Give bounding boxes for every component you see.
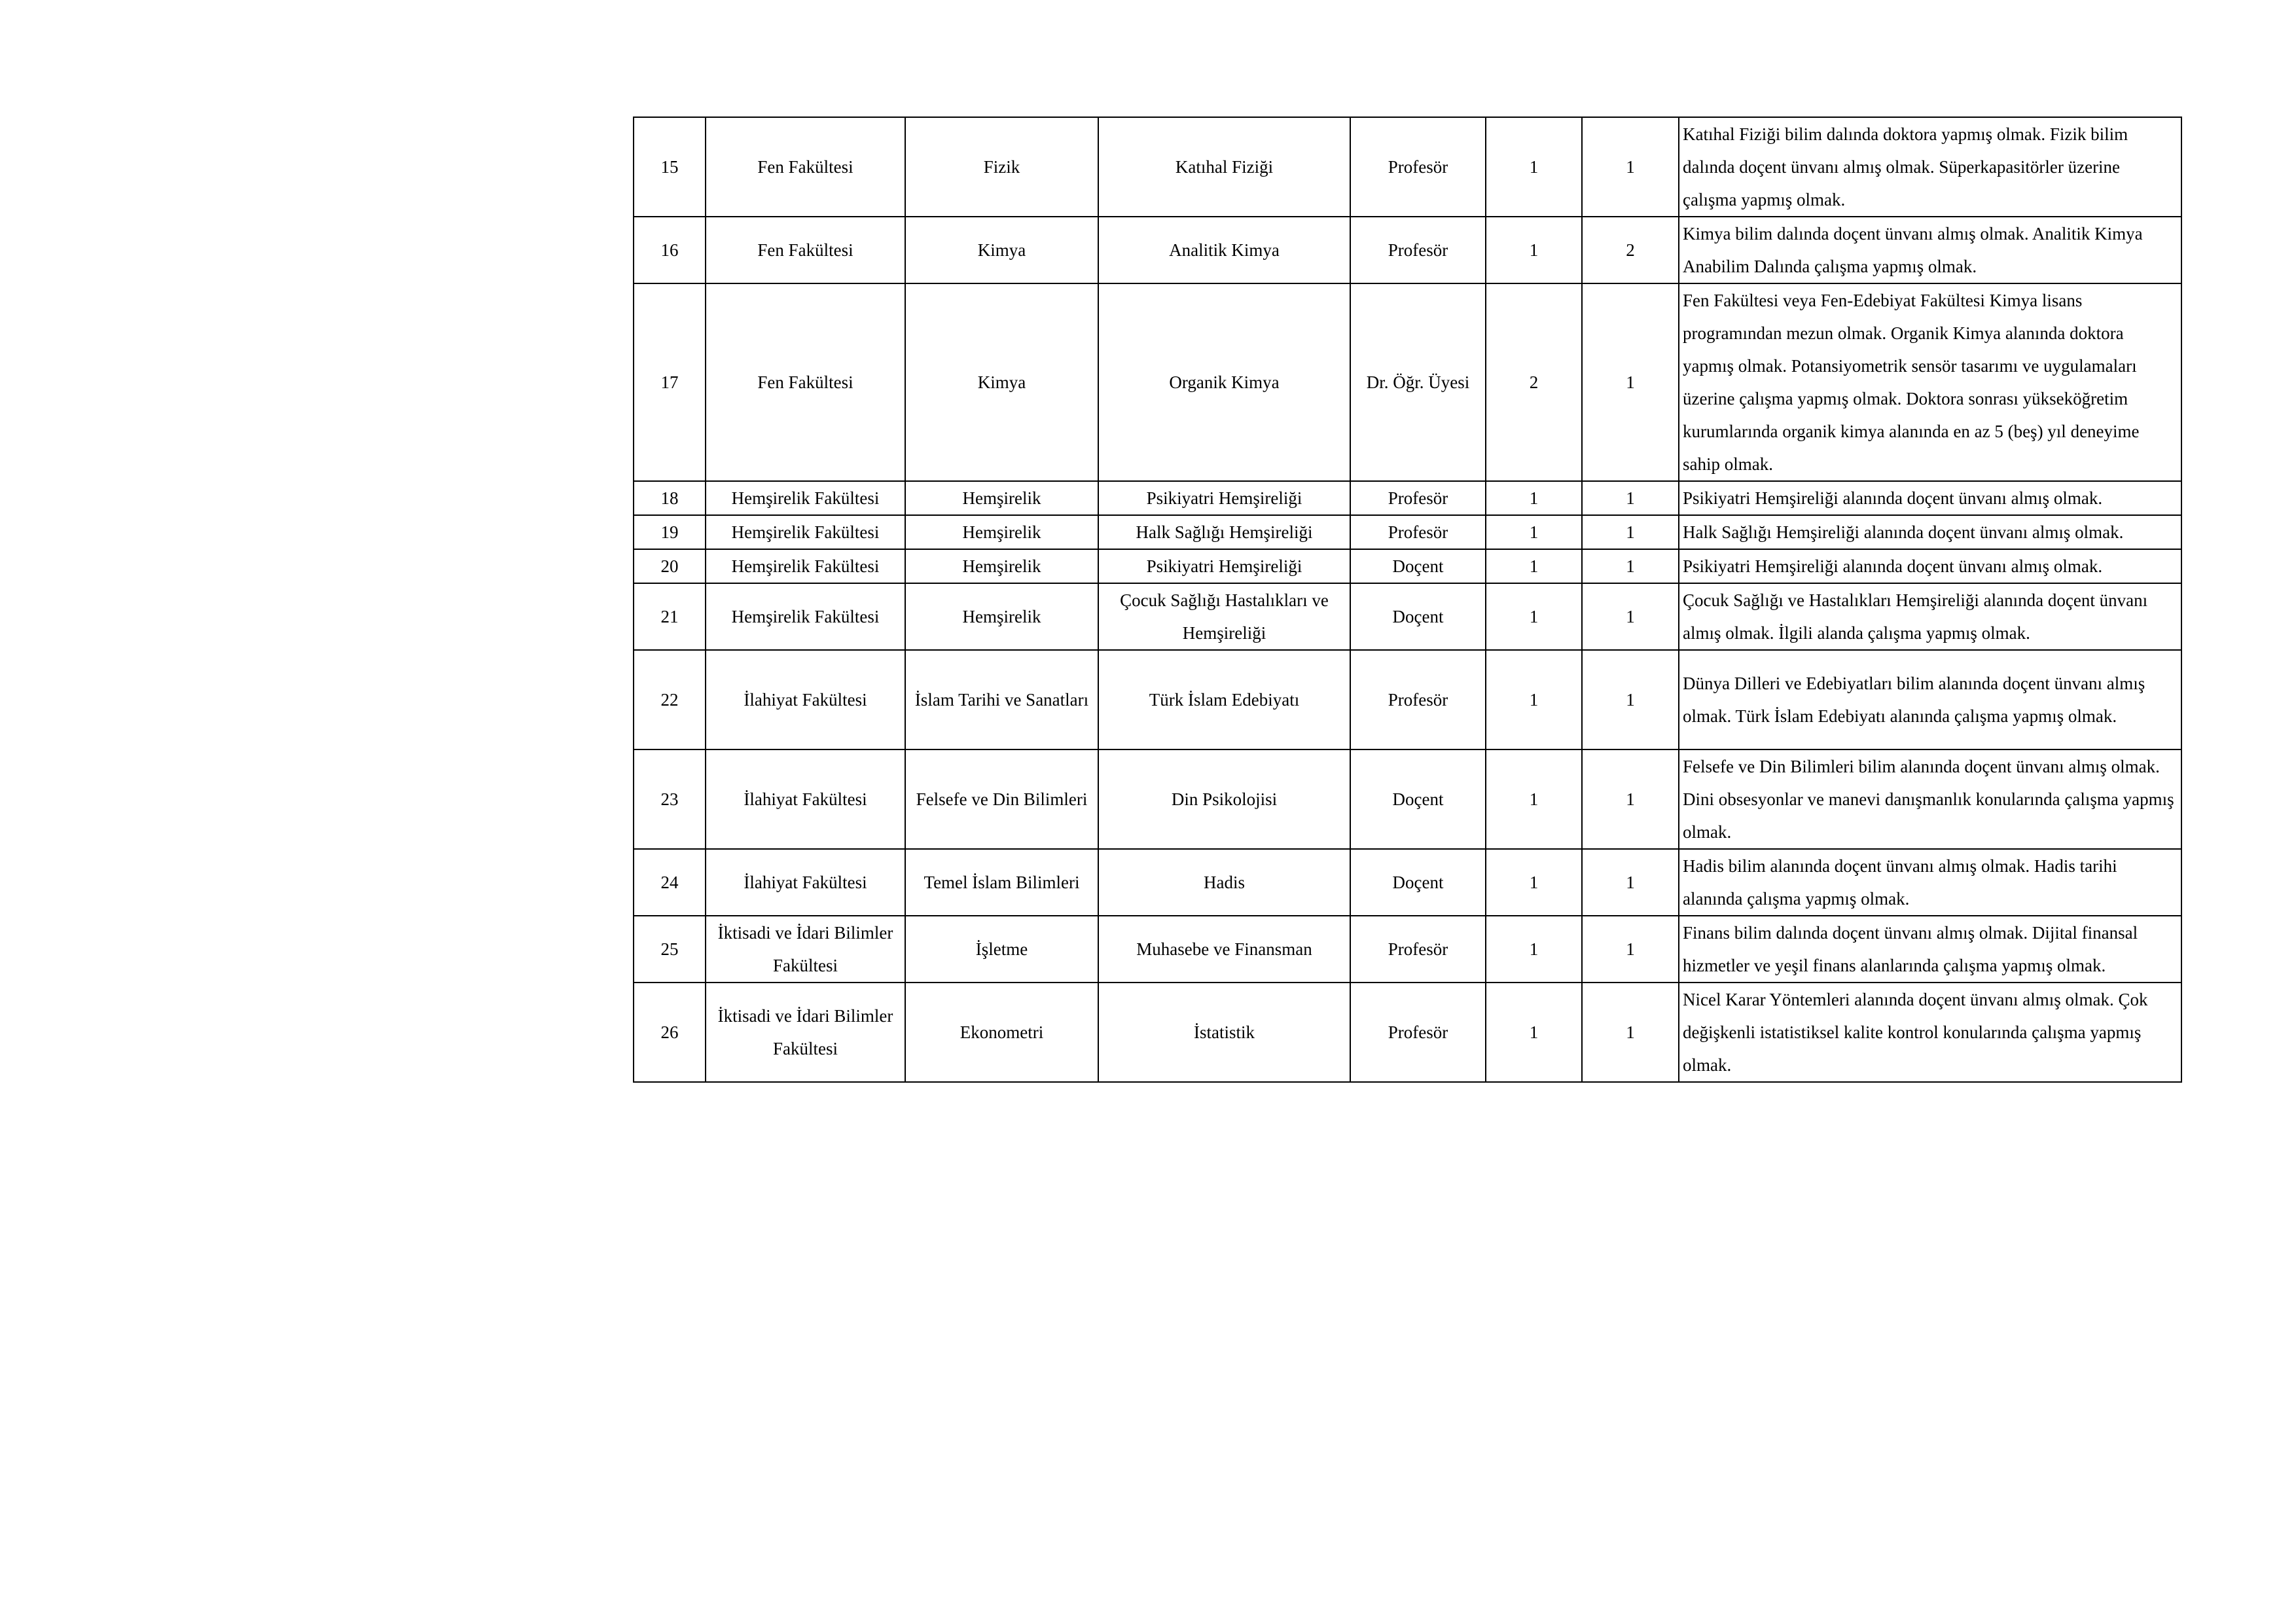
field-cell: Din Psikolojisi [1098, 749, 1350, 849]
row-number: 16 [634, 217, 706, 283]
requirements-cell: Katıhal Fiziği bilim dalında doktora yapmış olmak. Fizik bilim dalında doçent ünvanı almış olmak. Süperkapasitörler üzerine çalışma yapmış olmak. [1679, 117, 2181, 217]
title-cell: Profesör [1350, 650, 1486, 749]
field-cell: Organik Kimya [1098, 283, 1350, 481]
field-cell: Katıhal Fiziği [1098, 117, 1350, 217]
degree-cell: 1 [1486, 515, 1582, 549]
table-row [634, 749, 2181, 849]
faculty-cell: Hemşirelik Fakültesi [706, 583, 905, 650]
faculty-cell: Fen Fakültesi [706, 117, 905, 217]
title-cell: Doçent [1350, 549, 1486, 583]
field-cell: Türk İslam Edebiyatı [1098, 650, 1350, 749]
degree-cell: 1 [1486, 583, 1582, 650]
requirements-cell: Felsefe ve Din Bilimleri bilim alanında doçent ünvanı almış olmak. Dini obsesyonlar ve manevi danışmanlık konularında çalışma yapmış olmak. [1679, 749, 2181, 849]
row-number: 26 [634, 983, 706, 1082]
department-cell: Fizik [905, 117, 1098, 217]
department-cell: Hemşirelik [905, 549, 1098, 583]
requirements-cell: Fen Fakültesi veya Fen-Edebiyat Fakültesi Kimya lisans programından mezun olmak. Organik Kimya alanında doktora yapmış olmak. Potansiyometrik sensör tasarımı ve uygulamaları üzerine çalışma yapmış olmak. Doktora sonrası yükseköğretim kurumlarında organik kimya alanında en az 5 (beş) yıl deneyime sahip olmak. [1679, 283, 2181, 481]
count-cell: 1 [1582, 650, 1679, 749]
row-number: 15 [634, 117, 706, 217]
department-cell: Kimya [905, 217, 1098, 283]
title-cell: Dr. Öğr. Üyesi [1350, 283, 1486, 481]
row-number: 24 [634, 849, 706, 916]
title-cell: Doçent [1350, 749, 1486, 849]
requirements-cell: Finans bilim dalında doçent ünvanı almış olmak. Dijital finansal hizmetler ve yeşil finans alanlarında çalışma yapmış olmak. [1679, 916, 2181, 983]
faculty-cell: Fen Fakültesi [706, 217, 905, 283]
table-row [634, 583, 2181, 650]
field-cell: İstatistik [1098, 983, 1350, 1082]
title-cell: Doçent [1350, 849, 1486, 916]
row-number: 21 [634, 583, 706, 650]
title-cell: Profesör [1350, 916, 1486, 983]
faculty-cell: Fen Fakültesi [706, 283, 905, 481]
degree-cell: 1 [1486, 650, 1582, 749]
title-cell: Profesör [1350, 481, 1486, 515]
table-row [634, 849, 2181, 916]
table-row [634, 283, 2181, 481]
requirements-cell: Çocuk Sağlığı ve Hastalıkları Hemşireliği alanında doçent ünvanı almış olmak. İlgili alanda çalışma yapmış olmak. [1679, 583, 2181, 650]
row-number: 23 [634, 749, 706, 849]
degree-cell: 1 [1486, 983, 1582, 1082]
requirements-cell: Dünya Dilleri ve Edebiyatları bilim alanında doçent ünvanı almış olmak. Türk İslam Edebiyatı alanında çalışma yapmış olmak. [1679, 650, 2181, 749]
staff-positions-table [633, 117, 2182, 1083]
department-cell: İslam Tarihi ve Sanatları [905, 650, 1098, 749]
faculty-cell: İktisadi ve İdari Bilimler Fakültesi [706, 916, 905, 983]
table-row [634, 916, 2181, 983]
degree-cell: 1 [1486, 217, 1582, 283]
count-cell: 1 [1582, 117, 1679, 217]
requirements-cell: Halk Sağlığı Hemşireliği alanında doçent ünvanı almış olmak. [1679, 515, 2181, 549]
count-cell: 1 [1582, 283, 1679, 481]
faculty-cell: İlahiyat Fakültesi [706, 749, 905, 849]
field-cell: Çocuk Sağlığı Hastalıkları ve Hemşireliği [1098, 583, 1350, 650]
department-cell: Kimya [905, 283, 1098, 481]
row-number: 25 [634, 916, 706, 983]
faculty-cell: İktisadi ve İdari Bilimler Fakültesi [706, 983, 905, 1082]
row-number: 18 [634, 481, 706, 515]
title-cell: Doçent [1350, 583, 1486, 650]
degree-cell: 1 [1486, 549, 1582, 583]
department-cell: Temel İslam Bilimleri [905, 849, 1098, 916]
table-row [634, 481, 2181, 515]
title-cell: Profesör [1350, 983, 1486, 1082]
department-cell: Hemşirelik [905, 515, 1098, 549]
table-row [634, 217, 2181, 283]
department-cell: Hemşirelik [905, 481, 1098, 515]
faculty-cell: İlahiyat Fakültesi [706, 650, 905, 749]
degree-cell: 1 [1486, 749, 1582, 849]
title-cell: Profesör [1350, 117, 1486, 217]
count-cell: 1 [1582, 515, 1679, 549]
count-cell: 1 [1582, 749, 1679, 849]
department-cell: İşletme [905, 916, 1098, 983]
count-cell: 1 [1582, 481, 1679, 515]
count-cell: 1 [1582, 549, 1679, 583]
row-number: 17 [634, 283, 706, 481]
count-cell: 2 [1582, 217, 1679, 283]
faculty-cell: Hemşirelik Fakültesi [706, 549, 905, 583]
table-row [634, 515, 2181, 549]
requirements-cell: Psikiyatri Hemşireliği alanında doçent ünvanı almış olmak. [1679, 481, 2181, 515]
degree-cell: 1 [1486, 916, 1582, 983]
department-cell: Hemşirelik [905, 583, 1098, 650]
faculty-cell: Hemşirelik Fakültesi [706, 515, 905, 549]
count-cell: 1 [1582, 849, 1679, 916]
faculty-cell: İlahiyat Fakültesi [706, 849, 905, 916]
field-cell: Psikiyatri Hemşireliği [1098, 549, 1350, 583]
degree-cell: 1 [1486, 481, 1582, 515]
title-cell: Profesör [1350, 217, 1486, 283]
field-cell: Muhasebe ve Finansman [1098, 916, 1350, 983]
requirements-cell: Hadis bilim alanında doçent ünvanı almış olmak. Hadis tarihi alanında çalışma yapmış olmak. [1679, 849, 2181, 916]
field-cell: Hadis [1098, 849, 1350, 916]
faculty-cell: Hemşirelik Fakültesi [706, 481, 905, 515]
table-row [634, 117, 2181, 217]
row-number: 20 [634, 549, 706, 583]
requirements-cell: Kimya bilim dalında doçent ünvanı almış olmak. Analitik Kimya Anabilim Dalında çalışma yapmış olmak. [1679, 217, 2181, 283]
degree-cell: 1 [1486, 849, 1582, 916]
requirements-cell: Psikiyatri Hemşireliği alanında doçent ünvanı almış olmak. [1679, 549, 2181, 583]
degree-cell: 1 [1486, 117, 1582, 217]
department-cell: Ekonometri [905, 983, 1098, 1082]
table-row [634, 549, 2181, 583]
field-cell: Halk Sağlığı Hemşireliği [1098, 515, 1350, 549]
count-cell: 1 [1582, 983, 1679, 1082]
row-number: 22 [634, 650, 706, 749]
table-row [634, 650, 2181, 749]
degree-cell: 2 [1486, 283, 1582, 481]
count-cell: 1 [1582, 583, 1679, 650]
requirements-cell: Nicel Karar Yöntemleri alanında doçent ünvanı almış olmak. Çok değişkenli istatistiksel kalite kontrol konularında çalışma yapmış olmak. [1679, 983, 2181, 1082]
count-cell: 1 [1582, 916, 1679, 983]
row-number: 19 [634, 515, 706, 549]
field-cell: Analitik Kimya [1098, 217, 1350, 283]
field-cell: Psikiyatri Hemşireliği [1098, 481, 1350, 515]
department-cell: Felsefe ve Din Bilimleri [905, 749, 1098, 849]
title-cell: Profesör [1350, 515, 1486, 549]
table-row [634, 983, 2181, 1082]
